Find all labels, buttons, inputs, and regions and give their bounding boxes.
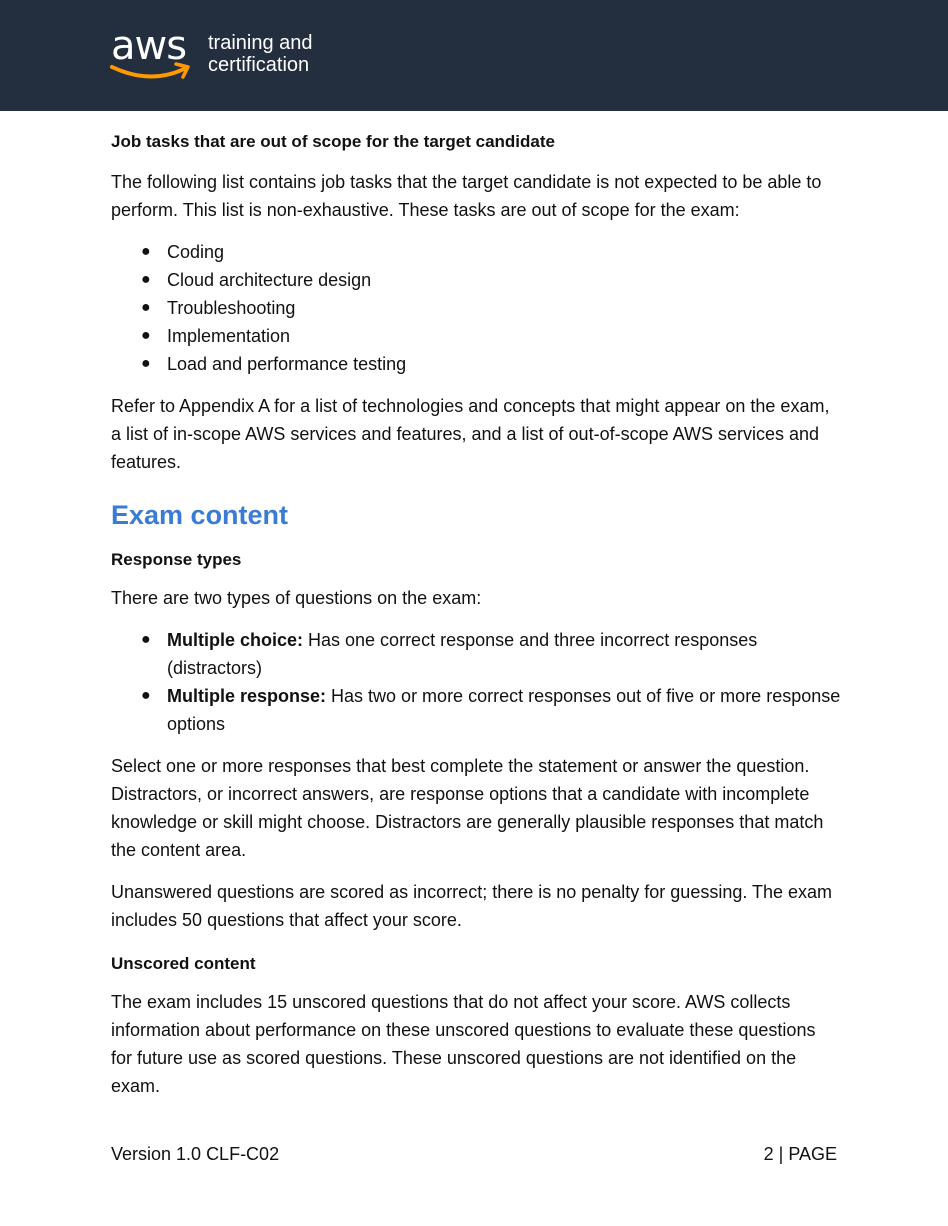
- aws-training-logo: [110, 23, 350, 88]
- page-number: 2 | PAGE: [763, 1144, 837, 1164]
- bullet-icon: ●: [141, 631, 151, 648]
- unscored-content-paragraph: The exam includes 15 unscored questions that do not affect your score. AWS collects information about performance on these unscored questions to evaluate these questions for future use as scored questions. These unscored questions are not identified on the exam.: [111, 992, 816, 1096]
- list-item-text: Coding: [167, 242, 225, 262]
- bullet-icon: ●: [141, 299, 151, 316]
- bullet-icon: ●: [141, 327, 151, 344]
- list-item-text: Troubleshooting: [167, 298, 296, 318]
- logo-tagline: [208, 32, 313, 76]
- tagline-line-1: training and: [208, 32, 313, 54]
- list-item: [111, 350, 841, 378]
- list-item: [111, 682, 841, 738]
- response-type-text: Has two or more correct responses out of five or more response options: [167, 686, 841, 734]
- bullet-icon: ●: [141, 243, 151, 260]
- list-item: [111, 238, 841, 266]
- version-label: Version 1.0 CLF-C02: [111, 1144, 280, 1164]
- response-type-label: Multiple response:: [167, 686, 327, 706]
- out-of-scope-intro: The following list contains job tasks that the target candidate is not expected to be able to perform. This list is non-exhaustive. These tasks are out of scope for the exam:: [111, 172, 822, 220]
- response-types-heading: Response types: [111, 550, 242, 569]
- list-item-text: Load and performance testing: [167, 354, 407, 374]
- unanswered-paragraph: Unanswered questions are scored as incorrect; there is no penalty for guessing. The exam includes 50 questions that affect your score.: [111, 882, 833, 930]
- response-type-text: Has one correct response and three incorrect responses (distractors): [167, 630, 758, 678]
- out-of-scope-heading: Job tasks that are out of scope for the target candidate: [111, 132, 555, 151]
- response-type-label: Multiple choice:: [167, 630, 304, 650]
- document-body: [111, 128, 841, 1100]
- list-item: [111, 266, 841, 294]
- out-of-scope-list: [111, 238, 841, 378]
- appendix-note: Refer to Appendix A for a list of technologies and concepts that might appear on the exam, a list of in-scope AWS services and features, and a list of out-of-scope AWS services and features.: [111, 396, 830, 472]
- aws-logo-wordmark: aws: [111, 23, 187, 69]
- page-header: [0, 0, 948, 111]
- list-item-text: Implementation: [167, 326, 291, 346]
- aws-smile-icon: [110, 61, 194, 83]
- select-responses-paragraph: Select one or more responses that best complete the statement or answer the question. Distractors, or incorrect answers, are response options that a candidate with incomplete knowledge or skill might choose. Distractors are generally plausible responses that match the content area.: [111, 756, 824, 860]
- list-item: [111, 322, 841, 350]
- exam-content-title: Exam content: [111, 500, 289, 530]
- list-item: [111, 294, 841, 322]
- list-item: [111, 626, 841, 682]
- list-item-text: Cloud architecture design: [167, 270, 372, 290]
- bullet-icon: ●: [141, 271, 151, 288]
- bullet-icon: ●: [141, 355, 151, 372]
- response-types-list: [111, 626, 841, 738]
- response-types-intro: There are two types of questions on the exam:: [111, 588, 482, 608]
- tagline-line-2: certification: [208, 54, 310, 76]
- bullet-icon: ●: [141, 687, 151, 704]
- unscored-content-heading: Unscored content: [111, 954, 256, 973]
